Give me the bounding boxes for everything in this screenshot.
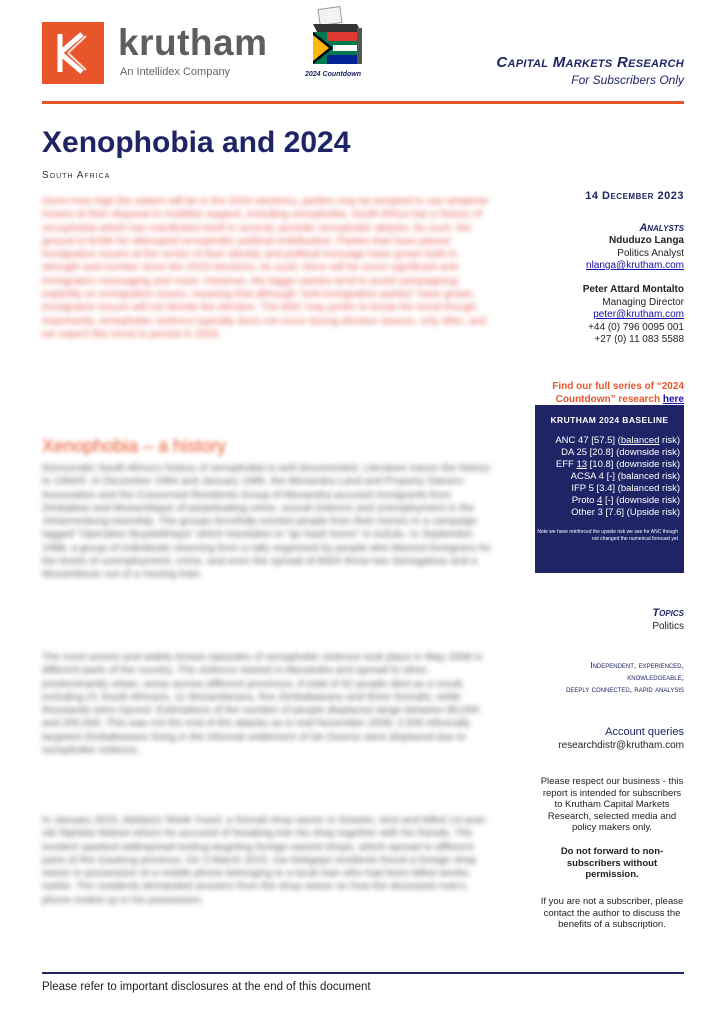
baseline-risk-suffix: ) <box>676 495 680 506</box>
section-title: Capital Markets Research <box>496 54 684 71</box>
baseline-value: 47 <box>578 435 589 446</box>
baseline-risk: downside risk <box>619 447 677 458</box>
section-heading: Xenophobia – a history <box>42 436 227 456</box>
paragraph-2: The most severe and widely known episodes of xenophobic violence took place in May 2008 in different parts of the country. The violence started in Alexandra and spread to other, predominantly urban, areas across different provinces. A total of 62 people died as a result, including 21 South Africans, 11 Mozambicans, five Zimbabweans and three Somalis, while thousands were injured. Estimations of the number of people displaced range between 80,000 and 200,000. This was not the end of the attacks as in mid-November 2009, 2,500 ethnically targeted Zimbabweans living in the informal settlement of De Doorns were displaced due to xenophobic violence. <box>42 651 483 757</box>
analyst-name: Peter Attard Montalto <box>582 284 684 295</box>
header-divider <box>42 101 684 104</box>
baseline-risk: balanced risk <box>620 483 677 494</box>
baseline-risk-suffix: ) <box>676 507 680 518</box>
baseline-value: 25 <box>576 447 588 458</box>
analysts-heading: Analysts <box>639 222 684 234</box>
baseline-risk-suffix: risk) <box>659 435 680 446</box>
baseline-party: ANC <box>555 435 576 446</box>
baseline-value: 5 <box>588 483 594 494</box>
promo-text: Find our full series of “2024 Countdown” research <box>552 381 684 405</box>
baseline-risk: downside risk <box>619 495 677 506</box>
baseline-previous: [-] <box>606 471 616 482</box>
tagline-line: deeply connected, rapid analysis <box>566 684 684 694</box>
analyst-email-link[interactable]: nlanga@krutham.com <box>586 260 684 271</box>
footer-divider <box>42 972 684 974</box>
forward-warning: Do not forward to non-subscribers without permission. <box>560 846 664 880</box>
analyst-role: Politics Analyst <box>617 247 684 259</box>
analyst-phone: +27 (0) 11 083 5588 <box>594 334 684 345</box>
baseline-row: IFP 5 [3.4] (balanced risk) <box>571 483 680 494</box>
baseline-rows <box>535 435 684 519</box>
baseline-party: EFF <box>555 459 574 470</box>
baseline-value: 4 <box>597 495 603 506</box>
baseline-risk: Upside risk <box>629 507 677 518</box>
topics-value: Politics <box>652 621 684 632</box>
baseline-risk: downside risk <box>619 459 677 470</box>
baseline-title: KRUTHAM 2024 BASELINE <box>550 415 669 425</box>
baseline-value: 4 <box>598 471 604 482</box>
baseline-row: ACSA 4 [-] (balanced risk) <box>570 471 680 482</box>
baseline-previous: [57.5] <box>591 435 616 446</box>
baseline-risk-suffix: ) <box>676 459 680 470</box>
series-promo <box>524 381 684 406</box>
paragraph-1: Democratic South Africa's history of xenophobia is well documented. Literature traces the history to 1994/5. In December 1994 and January 1995, the Alexandra Land and Property Owners Association and the Concerned Residents Group of Alexandra accused immigrants from Zimbabwe and Mozambique of perpetuating crime, sexual violence and unemployment in the Johannesburg township. The groups forcefully evicted people from their homes in a campaign tagged "Operation Buyelekhaya" which translates to "go back home" in isiZulu. In September 1998, a group of individuals returning from a rally organised by people who blamed foreigners for the levels of unemployment, crime, and even the spread of AIDS threw two Senegalese and a Mozambican out of a moving train. <box>42 462 492 581</box>
baseline-panel <box>535 405 684 573</box>
subscription-notice: If you are not a subscriber, please contact the author to discuss the benefits of a subscription. <box>540 896 684 930</box>
account-heading: Account queries <box>605 726 684 738</box>
k-logo-icon <box>42 22 104 84</box>
promo-link[interactable]: here <box>662 393 684 405</box>
analyst-name: Nduduzo Langa <box>609 235 684 246</box>
baseline-note: Note we have reinforced the upside risk we see for ANC though not changed the numerical forecast yet <box>537 529 678 542</box>
account-email[interactable]: researchdistr@krutham.com <box>558 740 684 751</box>
baseline-row: EFF 13 [10.8] (downside risk) <box>555 459 680 470</box>
baseline-row: Proto 4 [-] (downside risk) <box>571 495 680 506</box>
baseline-party: DA <box>561 447 574 458</box>
baseline-risk: balanced risk <box>620 471 677 482</box>
baseline-previous: [7.6] <box>605 507 625 518</box>
baseline-party: Proto <box>571 495 595 506</box>
analyst-phone: +44 (0) 796 0095 001 <box>588 321 684 333</box>
page-title: Xenophobia and 2024 <box>42 126 351 159</box>
baseline-previous: [10.8] <box>589 459 614 470</box>
baseline-value: 3 <box>597 507 603 518</box>
report-date: 14 December 2023 <box>585 190 684 202</box>
baseline-risk-suffix: ) <box>676 447 680 458</box>
baseline-row: DA 25 [20.8] (downside risk) <box>561 447 680 458</box>
ballot-box-flag-icon <box>307 6 365 68</box>
intro-summary: Given how high the stakes will be in the 2024 elections, parties may be tempted to use whatever means at their disposal to mobilise support, including xenophobia. South Africa has a history of xenophobia which has manifested itself in several, periodic xenophobic attacks. As such, the ground is fertile for attempted xenophobic political mobilisation. Parties that have placed immigration issues at the centre of their identity and political message have grown both in strength and number since the 2019 elections. As such, there will be some significant anti-immigration messaging and noise. However, the bigger parties tend to avoid campaigning explicitly on immigration issues, meaning that although "anti-immigration parties" have grown, immigration issues will not decide the election. The ANC may prefer to break the trend though. Importantly, xenophobic violence typically does not occur during election season, only after, and we expect this trend to persist in 2024. <box>42 195 490 340</box>
usage-notice: Please respect our business - this report is intended for subscribers to Krutham Capital Markets Research, selected media and policy makers only. <box>540 776 684 833</box>
baseline-risk-suffix: ) <box>676 483 680 494</box>
baseline-party: Other <box>571 507 595 518</box>
baseline-previous: [3.4] <box>596 483 616 494</box>
disclosure-footer: Please refer to important disclosures at the end of this document <box>42 981 371 993</box>
country-label: South Africa <box>42 170 111 181</box>
baseline-value: 13 <box>576 459 588 470</box>
analyst-card <box>524 235 684 273</box>
audience-label: For Subscribers Only <box>571 73 684 87</box>
tagline <box>514 659 684 695</box>
analyst-card <box>524 284 684 347</box>
baseline-risk: balanced <box>620 435 660 446</box>
baseline-risk-suffix: ) <box>676 471 680 482</box>
baseline-party: IFP <box>571 483 586 494</box>
brand-subtitle: An Intellidex Company <box>120 66 231 78</box>
baseline-party: ACSA <box>570 471 596 482</box>
baseline-row: Other 3 [7.6] (Upside risk) <box>571 507 680 518</box>
analyst-role: Managing Director <box>602 296 684 308</box>
brand-name: krutham <box>118 22 268 63</box>
topics-heading: Topics <box>652 607 684 619</box>
baseline-previous: [20.8] <box>589 447 614 458</box>
countdown-label: 2024 Countdown <box>305 71 362 78</box>
baseline-previous: [-] <box>605 495 614 506</box>
tagline-line: Independent, experienced, <box>590 660 684 670</box>
tagline-line: knowledgeable, <box>627 672 684 682</box>
analyst-email-link[interactable]: peter@krutham.com <box>593 309 684 320</box>
paragraph-3: In January 2015, Abdiaziz Sheik Yusuf, a Somali shop owner in Soweto, shot and killed 14-year-old Siphiwe Mahori whom he accused of breaking into his shop together with his friends. The incident sparked widespread looting targeting foreign-owned shops, which spread to different parts of the Gauteng province. On 3 March 2015, Ga-Sekgopo residents found a foreign shop owner in possession of a mobile phone belonging to a local man who had been killed weeks earlier. The residents demanded answers from the shop owner on how the deceased man's phone ended up in his possession. <box>42 814 489 906</box>
baseline-row: ANC 47 [57.5] (balanced risk) <box>555 435 680 446</box>
